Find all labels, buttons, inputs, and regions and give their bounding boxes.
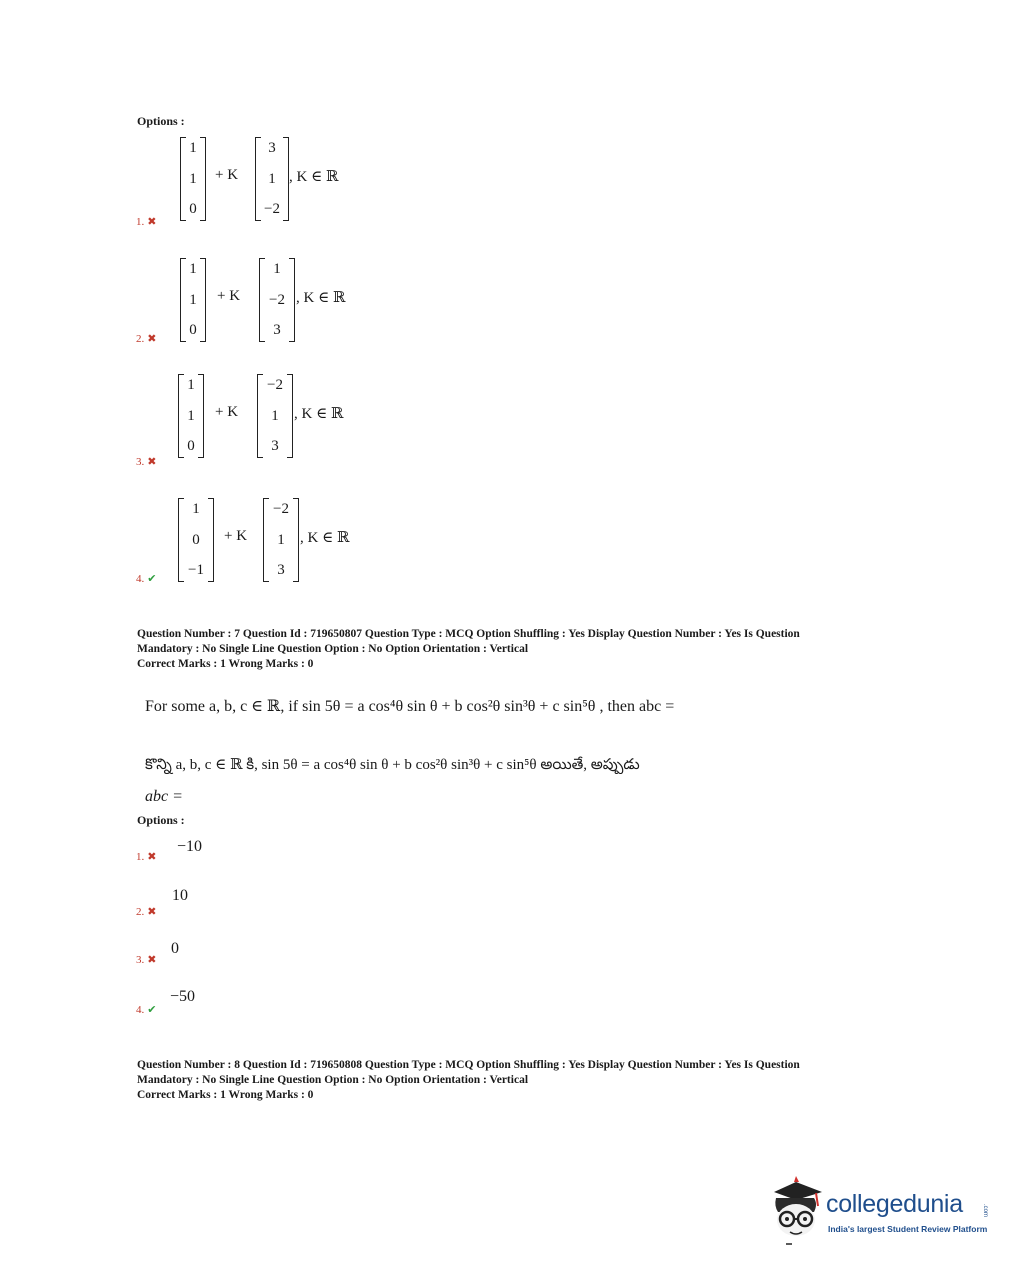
plus-k: + K xyxy=(215,404,239,420)
option-number xyxy=(136,455,156,468)
option-value: −50 xyxy=(170,988,196,1005)
vector-entry: 1 xyxy=(271,407,279,424)
vector-entry: 1 xyxy=(187,377,195,393)
question-meta xyxy=(137,627,897,672)
logo-tagline: India's largest Student Review Platform xyxy=(828,1224,988,1234)
option-number xyxy=(136,572,156,585)
vector-entry: 0 xyxy=(189,201,197,217)
vector-2 xyxy=(257,374,293,458)
vector-entry: 0 xyxy=(189,322,197,338)
option-index: 2. xyxy=(136,333,145,345)
vector-entry: 1 xyxy=(187,407,195,424)
vector-2 xyxy=(255,137,289,221)
cross-icon: ✖ xyxy=(147,456,157,468)
option-value: 0 xyxy=(171,940,179,957)
k-in-r: , K ∈ ℝ xyxy=(289,169,339,185)
option-index: 1. xyxy=(136,216,145,228)
vector-entry: 1 xyxy=(268,170,276,187)
option-index: 1. xyxy=(136,851,145,863)
vector-entry: 1 xyxy=(189,140,197,156)
option-number xyxy=(136,215,156,228)
vector-entry: −1 xyxy=(188,562,204,578)
vector-entry: −2 xyxy=(269,291,285,308)
option-index: 4. xyxy=(136,1004,145,1016)
option-number xyxy=(136,332,156,345)
option-index: 4. xyxy=(136,573,145,585)
vector-2 xyxy=(263,498,299,582)
vector-entry: −2 xyxy=(273,501,289,517)
logo-suffix: .com xyxy=(982,1204,988,1218)
question-text-english: For some a, b, c ∈ ℝ, if sin 5θ = a cos⁴θ sin θ + b cos²θ sin³θ + c sin⁵θ , then abc = xyxy=(145,698,675,715)
cross-icon: ✖ xyxy=(147,333,157,345)
check-icon: ✔ xyxy=(147,1004,157,1016)
meta-line: Correct Marks : 1 Wrong Marks : 0 xyxy=(137,1089,314,1101)
vector-entry: 3 xyxy=(271,438,279,454)
vector-entry: 1 xyxy=(189,170,197,187)
k-in-r: , K ∈ ℝ xyxy=(296,290,346,306)
check-icon: ✔ xyxy=(147,573,157,585)
meta-line: Question Number : 8 Question Id : 719650808 Question Type : MCQ Option Shuffling : Yes Display Question Number : Yes Is Question xyxy=(137,1059,800,1071)
cross-icon: ✖ xyxy=(147,954,157,966)
option-index: 3. xyxy=(136,456,145,468)
vector-entry: 3 xyxy=(277,562,285,578)
vector-entry: 1 xyxy=(273,261,281,277)
meta-line: Mandatory : No Single Line Question Option : No Option Orientation : Vertical xyxy=(137,643,529,655)
question-text-telugu: కొన్ని a, b, c ∈ ℝ కి, sin 5θ = a cos⁴θ sin θ + b cos²θ sin³θ + c sin⁵θ అయితే, అప్పుడు xyxy=(145,757,640,773)
vector-entry: 0 xyxy=(192,531,200,548)
meta-line: Mandatory : No Single Line Question Option : No Option Orientation : Vertical xyxy=(137,1074,529,1086)
question-meta xyxy=(137,1058,897,1103)
meta-line: Correct Marks : 1 Wrong Marks : 0 xyxy=(137,658,314,670)
vector-entry: −2 xyxy=(264,201,280,217)
option-value: −10 xyxy=(177,838,203,855)
k-in-r: , K ∈ ℝ xyxy=(300,530,350,546)
logo-wordmark: collegedunia xyxy=(826,1190,963,1218)
option-index: 3. xyxy=(136,954,145,966)
cross-icon: ✖ xyxy=(147,216,157,228)
vector-entry: 1 xyxy=(189,261,197,277)
option-number xyxy=(136,850,156,863)
vector-entry: 1 xyxy=(189,291,197,308)
options-label: Options : xyxy=(137,813,185,827)
meta-line: Question Number : 7 Question Id : 719650807 Question Type : MCQ Option Shuffling : Yes Display Question Number : Yes Is Question xyxy=(137,628,800,640)
plus-k: + K xyxy=(224,528,248,544)
vector-1 xyxy=(180,137,206,221)
cross-icon: ✖ xyxy=(147,851,157,863)
option-value: 10 xyxy=(172,887,188,904)
options-label: Options : xyxy=(137,114,185,128)
plus-k: + K xyxy=(217,288,241,304)
vector-entry: 0 xyxy=(187,438,195,454)
vector-entry: 3 xyxy=(273,322,281,338)
question-text-telugu-2: abc = xyxy=(145,788,183,805)
vector-entry: 1 xyxy=(277,531,285,548)
option-index: 2. xyxy=(136,906,145,918)
option-number xyxy=(136,1003,156,1016)
vector-2 xyxy=(259,258,295,342)
plus-k: + K xyxy=(215,167,239,183)
mascot-icon xyxy=(766,1176,826,1246)
vector-1 xyxy=(178,374,204,458)
vector-1 xyxy=(180,258,206,342)
vector-entry: 3 xyxy=(268,140,276,156)
option-number xyxy=(136,905,156,918)
vector-entry: 1 xyxy=(192,501,200,517)
option-number xyxy=(136,953,156,966)
vector-1 xyxy=(178,498,214,582)
collegedunia-logo xyxy=(766,1176,996,1246)
vector-entry: −2 xyxy=(267,377,283,393)
cross-icon: ✖ xyxy=(147,906,157,918)
k-in-r: , K ∈ ℝ xyxy=(294,406,344,422)
